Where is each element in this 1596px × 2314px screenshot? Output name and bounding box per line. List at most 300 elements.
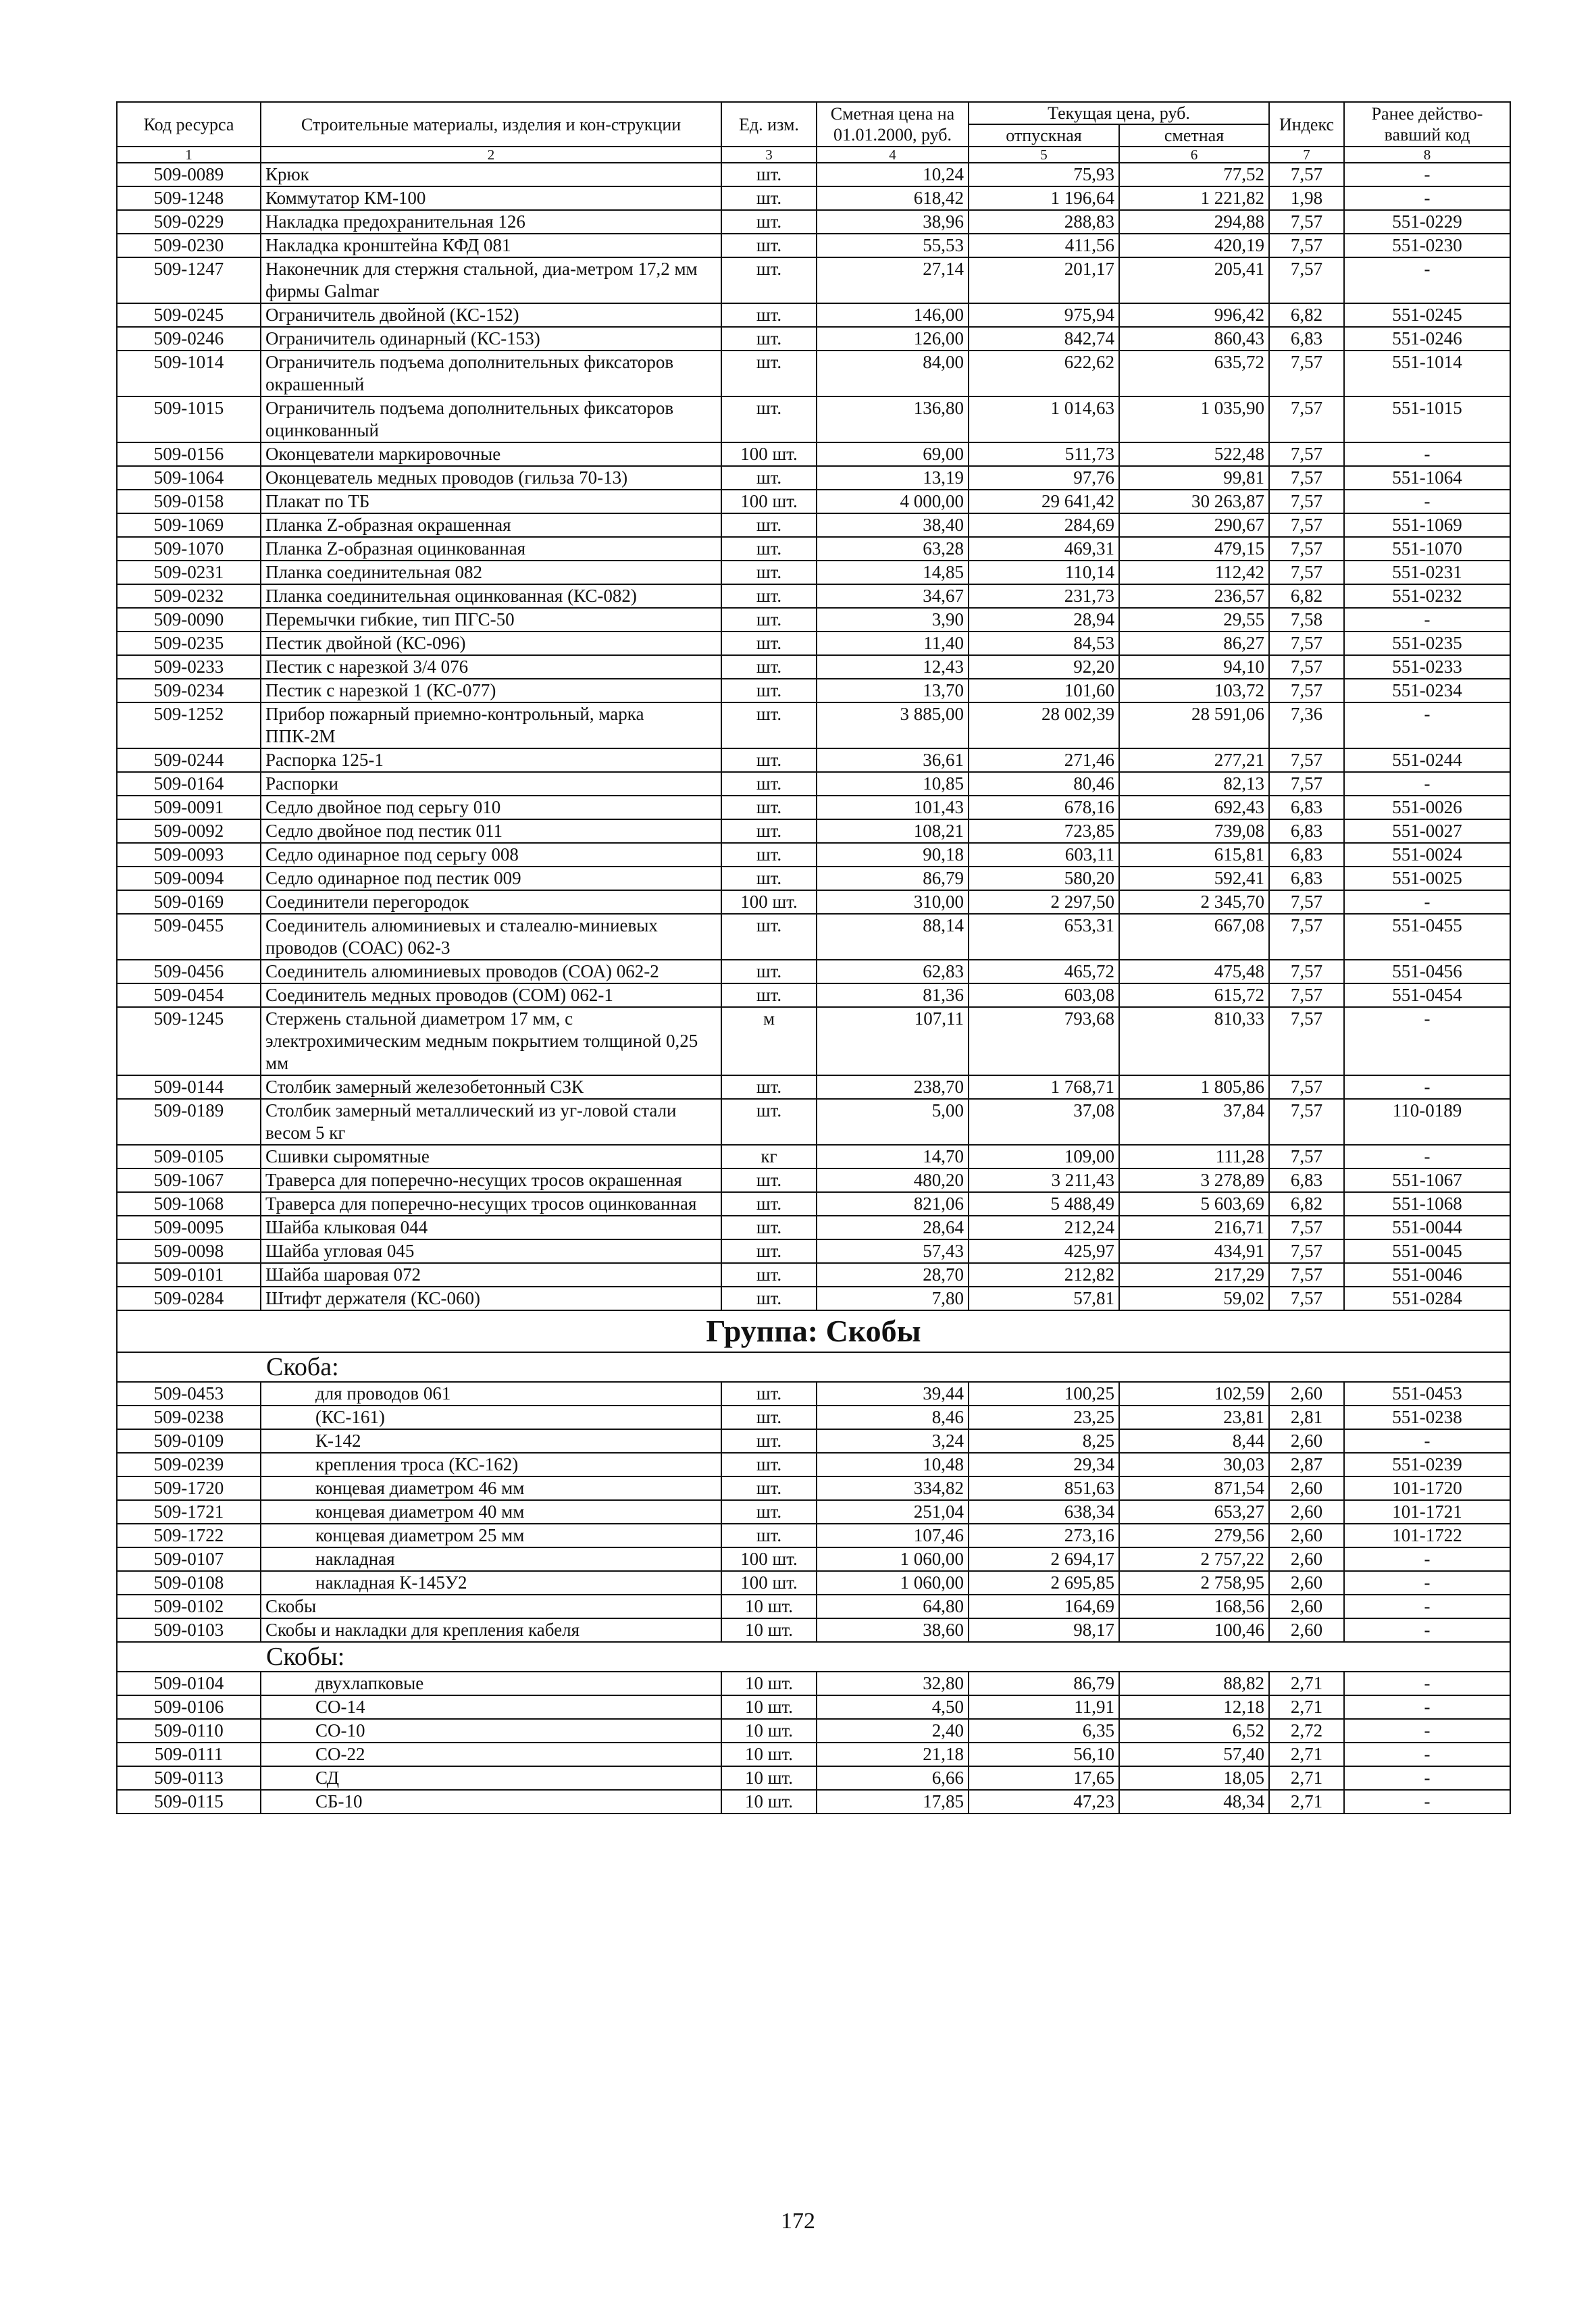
unit-cell: шт. xyxy=(721,513,817,537)
name-cell: Сшивки сыромятные xyxy=(261,1145,721,1168)
unit-cell: 100 шт. xyxy=(721,1547,817,1571)
base-price-cell: 28,64 xyxy=(817,1216,969,1239)
name-cell: Крюк xyxy=(261,163,721,186)
name-cell: Коммутатор КМ-100 xyxy=(261,186,721,210)
unit-cell: шт. xyxy=(721,303,817,327)
base-price-cell: 4 000,00 xyxy=(817,490,969,513)
estimate-price-cell: 86,27 xyxy=(1119,632,1269,655)
wholesale-price-cell: 2 694,17 xyxy=(969,1547,1119,1571)
unit-cell: шт. xyxy=(721,234,817,257)
wholesale-price-cell: 37,08 xyxy=(969,1099,1119,1145)
table-row xyxy=(117,327,1510,351)
code-cell: 509-0189 xyxy=(117,1099,261,1145)
prev-code-cell: 551-0453 xyxy=(1344,1382,1510,1406)
prev-code-cell: 551-0045 xyxy=(1344,1239,1510,1263)
estimate-price-cell: 290,67 xyxy=(1119,513,1269,537)
index-cell: 2,72 xyxy=(1269,1719,1344,1743)
unit-cell: шт. xyxy=(721,1287,817,1310)
table-row xyxy=(117,1695,1510,1719)
table-row xyxy=(117,513,1510,537)
wholesale-price-cell: 11,91 xyxy=(969,1695,1119,1719)
unit-cell: шт. xyxy=(721,1263,817,1287)
code-cell: 509-0456 xyxy=(117,960,261,983)
column-number: 5 xyxy=(969,147,1119,163)
code-cell: 509-1720 xyxy=(117,1476,261,1500)
price-sheet xyxy=(116,101,1510,1814)
estimate-price-cell: 279,56 xyxy=(1119,1524,1269,1547)
base-price-cell: 38,60 xyxy=(817,1618,969,1642)
code-cell: 509-1069 xyxy=(117,513,261,537)
table-row xyxy=(117,584,1510,608)
estimate-price-cell: 615,81 xyxy=(1119,843,1269,867)
prev-code-cell: - xyxy=(1344,442,1510,466)
table-row xyxy=(117,1075,1510,1099)
prev-code-cell: 551-0238 xyxy=(1344,1406,1510,1429)
wholesale-price-cell: 5 488,49 xyxy=(969,1192,1119,1216)
wholesale-price-cell: 110,14 xyxy=(969,561,1119,584)
wholesale-price-cell: 101,60 xyxy=(969,679,1119,702)
table-row xyxy=(117,772,1510,796)
prev-code-cell: - xyxy=(1344,1547,1510,1571)
index-cell: 2,60 xyxy=(1269,1571,1344,1595)
name-cell: Распорка 125-1 xyxy=(261,748,721,772)
wholesale-price-cell: 793,68 xyxy=(969,1007,1119,1075)
estimate-price-cell: 2 345,70 xyxy=(1119,890,1269,914)
wholesale-price-cell: 92,20 xyxy=(969,655,1119,679)
code-cell: 509-0232 xyxy=(117,584,261,608)
wholesale-price-cell: 23,25 xyxy=(969,1406,1119,1429)
column-number: 4 xyxy=(817,147,969,163)
name-cell: Скобы xyxy=(261,1595,721,1618)
code-cell: 509-0238 xyxy=(117,1406,261,1429)
wholesale-price-cell: 84,53 xyxy=(969,632,1119,655)
estimate-price-cell: 82,13 xyxy=(1119,772,1269,796)
unit-cell: шт. xyxy=(721,584,817,608)
base-price-cell: 107,11 xyxy=(817,1007,969,1075)
unit-cell: шт. xyxy=(721,1192,817,1216)
index-cell: 7,57 xyxy=(1269,234,1344,257)
name-cell: Оконцеватели маркировочные xyxy=(261,442,721,466)
wholesale-price-cell: 465,72 xyxy=(969,960,1119,983)
code-cell: 509-1248 xyxy=(117,186,261,210)
wholesale-price-cell: 212,82 xyxy=(969,1263,1119,1287)
name-cell: Перемычки гибкие, тип ПГС-50 xyxy=(261,608,721,632)
code-cell: 509-0245 xyxy=(117,303,261,327)
unit-cell: 100 шт. xyxy=(721,490,817,513)
base-price-cell: 14,70 xyxy=(817,1145,969,1168)
index-cell: 6,83 xyxy=(1269,796,1344,819)
estimate-price-cell: 217,29 xyxy=(1119,1263,1269,1287)
unit-cell: шт. xyxy=(721,163,817,186)
unit-cell: шт. xyxy=(721,748,817,772)
table-row xyxy=(117,303,1510,327)
prev-code-cell: - xyxy=(1344,890,1510,914)
wholesale-price-cell: 201,17 xyxy=(969,257,1119,303)
code-cell: 509-0109 xyxy=(117,1429,261,1453)
code-cell: 509-0095 xyxy=(117,1216,261,1239)
wholesale-price-cell: 3 211,43 xyxy=(969,1168,1119,1192)
table-row xyxy=(117,1192,1510,1216)
name-cell: СБ-10 xyxy=(261,1790,721,1814)
prev-code-cell: 551-0027 xyxy=(1344,819,1510,843)
wholesale-price-cell: 678,16 xyxy=(969,796,1119,819)
base-price-cell: 28,70 xyxy=(817,1263,969,1287)
table-row xyxy=(117,1547,1510,1571)
estimate-price-cell: 102,59 xyxy=(1119,1382,1269,1406)
unit-cell: шт. xyxy=(721,702,817,748)
index-cell: 7,57 xyxy=(1269,351,1344,396)
prev-code-cell: - xyxy=(1344,1790,1510,1814)
index-cell: 7,57 xyxy=(1269,1239,1344,1263)
table-row xyxy=(117,1790,1510,1814)
name-cell: концевая диаметром 46 мм xyxy=(261,1476,721,1500)
estimate-price-cell: 871,54 xyxy=(1119,1476,1269,1500)
prev-code-cell: - xyxy=(1344,608,1510,632)
prev-code-cell: 551-1069 xyxy=(1344,513,1510,537)
code-cell: 509-1068 xyxy=(117,1192,261,1216)
code-cell: 509-0113 xyxy=(117,1766,261,1790)
index-cell: 2,81 xyxy=(1269,1406,1344,1429)
unit-cell: шт. xyxy=(721,1406,817,1429)
name-cell: Распорки xyxy=(261,772,721,796)
index-cell: 7,57 xyxy=(1269,561,1344,584)
base-price-cell: 27,14 xyxy=(817,257,969,303)
code-cell: 509-0284 xyxy=(117,1287,261,1310)
base-price-cell: 88,14 xyxy=(817,914,969,960)
name-cell: Столбик замерный металлический из уг-ловой стали весом 5 кг xyxy=(261,1099,721,1145)
name-cell: Соединители перегородок xyxy=(261,890,721,914)
table-row xyxy=(117,1007,1510,1075)
unit-cell: шт. xyxy=(721,632,817,655)
base-price-cell: 55,53 xyxy=(817,234,969,257)
base-price-cell: 8,46 xyxy=(817,1406,969,1429)
prev-code-cell: 551-0244 xyxy=(1344,748,1510,772)
prev-code-cell: 551-0232 xyxy=(1344,584,1510,608)
base-price-cell: 6,66 xyxy=(817,1766,969,1790)
base-price-cell: 13,70 xyxy=(817,679,969,702)
subgroup-title: Скобы: xyxy=(117,1642,1510,1672)
index-cell: 6,82 xyxy=(1269,1192,1344,1216)
index-cell: 7,57 xyxy=(1269,632,1344,655)
wholesale-price-cell: 425,97 xyxy=(969,1239,1119,1263)
name-cell: Стержень стальной диаметром 17 мм, с электрохимическим медным покрытием толщиной 0,25 мм xyxy=(261,1007,721,1075)
header-current-price: Текущая цена, руб. xyxy=(969,102,1269,124)
wholesale-price-cell: 28,94 xyxy=(969,608,1119,632)
name-cell: Траверса для поперечно-несущих тросов окрашенная xyxy=(261,1168,721,1192)
wholesale-price-cell: 231,73 xyxy=(969,584,1119,608)
prev-code-cell: 551-1015 xyxy=(1344,396,1510,442)
index-cell: 7,57 xyxy=(1269,257,1344,303)
index-cell: 7,36 xyxy=(1269,702,1344,748)
estimate-price-cell: 420,19 xyxy=(1119,234,1269,257)
code-cell: 509-0158 xyxy=(117,490,261,513)
name-cell: Шайба угловая 045 xyxy=(261,1239,721,1263)
estimate-price-cell: 277,21 xyxy=(1119,748,1269,772)
base-price-cell: 84,00 xyxy=(817,351,969,396)
code-cell: 509-0233 xyxy=(117,655,261,679)
base-price-cell: 69,00 xyxy=(817,442,969,466)
code-cell: 509-0094 xyxy=(117,867,261,890)
prev-code-cell: 551-0455 xyxy=(1344,914,1510,960)
base-price-cell: 310,00 xyxy=(817,890,969,914)
index-cell: 7,57 xyxy=(1269,1145,1344,1168)
name-cell: Скобы и накладки для крепления кабеля xyxy=(261,1618,721,1642)
code-cell: 509-0092 xyxy=(117,819,261,843)
base-price-cell: 108,21 xyxy=(817,819,969,843)
name-cell: Пестик двойной (КС-096) xyxy=(261,632,721,655)
code-cell: 509-0454 xyxy=(117,983,261,1007)
unit-cell: шт. xyxy=(721,843,817,867)
wholesale-price-cell: 212,24 xyxy=(969,1216,1119,1239)
name-cell: Ограничитель подъема дополнительных фиксаторов оцинкованный xyxy=(261,396,721,442)
code-cell: 509-0231 xyxy=(117,561,261,584)
wholesale-price-cell: 469,31 xyxy=(969,537,1119,561)
base-price-cell: 57,43 xyxy=(817,1239,969,1263)
index-cell: 7,57 xyxy=(1269,537,1344,561)
name-cell: Штифт держателя (КС-060) xyxy=(261,1287,721,1310)
index-cell: 6,82 xyxy=(1269,584,1344,608)
code-cell: 509-1015 xyxy=(117,396,261,442)
code-cell: 509-0455 xyxy=(117,914,261,960)
header-unit: Ед. изм. xyxy=(721,102,817,147)
index-cell: 7,57 xyxy=(1269,960,1344,983)
unit-cell: шт. xyxy=(721,1168,817,1192)
base-price-cell: 480,20 xyxy=(817,1168,969,1192)
name-cell: Наконечник для стержня стальной, диа-метром 17,2 мм фирмы Galmar xyxy=(261,257,721,303)
name-cell: Седло одинарное под пестик 009 xyxy=(261,867,721,890)
header-row xyxy=(117,102,1510,124)
wholesale-price-cell: 56,10 xyxy=(969,1743,1119,1766)
prev-code-cell: 551-1067 xyxy=(1344,1168,1510,1192)
base-price-cell: 38,96 xyxy=(817,210,969,234)
unit-cell: шт. xyxy=(721,960,817,983)
name-cell: Накладка предохранительная 126 xyxy=(261,210,721,234)
name-cell: Траверса для поперечно-несущих тросов оцинкованная xyxy=(261,1192,721,1216)
code-cell: 509-0246 xyxy=(117,327,261,351)
code-cell: 509-0104 xyxy=(117,1672,261,1695)
index-cell: 2,71 xyxy=(1269,1695,1344,1719)
code-cell: 509-0093 xyxy=(117,843,261,867)
index-cell: 2,60 xyxy=(1269,1547,1344,1571)
wholesale-price-cell: 622,62 xyxy=(969,351,1119,396)
prev-code-cell: - xyxy=(1344,1766,1510,1790)
column-number: 6 xyxy=(1119,147,1269,163)
unit-cell: шт. xyxy=(721,396,817,442)
name-cell: СО-10 xyxy=(261,1719,721,1743)
wholesale-price-cell: 975,94 xyxy=(969,303,1119,327)
header-base-price: Сметная цена на 01.01.2000, руб. xyxy=(817,102,969,147)
estimate-price-cell: 168,56 xyxy=(1119,1595,1269,1618)
name-cell: СО-14 xyxy=(261,1695,721,1719)
estimate-price-cell: 236,57 xyxy=(1119,584,1269,608)
base-price-cell: 10,85 xyxy=(817,772,969,796)
wholesale-price-cell: 57,81 xyxy=(969,1287,1119,1310)
prev-code-cell: 551-1068 xyxy=(1344,1192,1510,1216)
index-cell: 7,57 xyxy=(1269,983,1344,1007)
base-price-cell: 3 885,00 xyxy=(817,702,969,748)
index-cell: 6,83 xyxy=(1269,843,1344,867)
name-cell: для проводов 061 xyxy=(261,1382,721,1406)
wholesale-price-cell: 511,73 xyxy=(969,442,1119,466)
table-row xyxy=(117,1595,1510,1618)
estimate-price-cell: 59,02 xyxy=(1119,1287,1269,1310)
wholesale-price-cell: 273,16 xyxy=(969,1524,1119,1547)
unit-cell: шт. xyxy=(721,1476,817,1500)
unit-cell: 10 шт. xyxy=(721,1595,817,1618)
header-estimate: сметная xyxy=(1119,124,1269,147)
estimate-price-cell: 479,15 xyxy=(1119,537,1269,561)
name-cell: Столбик замерный железобетонный СЗК xyxy=(261,1075,721,1099)
code-cell: 509-0110 xyxy=(117,1719,261,1743)
name-cell: Седло двойное под пестик 011 xyxy=(261,819,721,843)
base-price-cell: 39,44 xyxy=(817,1382,969,1406)
unit-cell: шт. xyxy=(721,796,817,819)
index-cell: 2,60 xyxy=(1269,1476,1344,1500)
unit-cell: шт. xyxy=(721,351,817,396)
table-row xyxy=(117,632,1510,655)
unit-cell: шт. xyxy=(721,1099,817,1145)
unit-cell: 100 шт. xyxy=(721,890,817,914)
estimate-price-cell: 592,41 xyxy=(1119,867,1269,890)
group-row xyxy=(117,1310,1510,1352)
subgroup-title: Скоба: xyxy=(117,1352,1510,1382)
index-cell: 6,82 xyxy=(1269,303,1344,327)
code-cell: 509-0098 xyxy=(117,1239,261,1263)
prev-code-cell: 101-1720 xyxy=(1344,1476,1510,1500)
unit-cell: м xyxy=(721,1007,817,1075)
prev-code-cell: 551-0229 xyxy=(1344,210,1510,234)
unit-cell: шт. xyxy=(721,561,817,584)
estimate-price-cell: 57,40 xyxy=(1119,1743,1269,1766)
estimate-price-cell: 28 591,06 xyxy=(1119,702,1269,748)
table-row xyxy=(117,960,1510,983)
index-cell: 2,60 xyxy=(1269,1500,1344,1524)
index-cell: 2,71 xyxy=(1269,1743,1344,1766)
unit-cell: шт. xyxy=(721,819,817,843)
name-cell: Ограничитель подъема дополнительных фиксаторов окрашенный xyxy=(261,351,721,396)
code-cell: 509-0229 xyxy=(117,210,261,234)
table-row xyxy=(117,748,1510,772)
code-cell: 509-0107 xyxy=(117,1547,261,1571)
estimate-price-cell: 77,52 xyxy=(1119,163,1269,186)
unit-cell: шт. xyxy=(721,983,817,1007)
wholesale-price-cell: 164,69 xyxy=(969,1595,1119,1618)
table-row xyxy=(117,867,1510,890)
prev-code-cell: - xyxy=(1344,1618,1510,1642)
prev-code-cell: - xyxy=(1344,1743,1510,1766)
base-price-cell: 7,80 xyxy=(817,1287,969,1310)
estimate-price-cell: 29,55 xyxy=(1119,608,1269,632)
index-cell: 7,57 xyxy=(1269,210,1344,234)
base-price-cell: 32,80 xyxy=(817,1672,969,1695)
table-row xyxy=(117,983,1510,1007)
name-cell: Прибор пожарный приемно-контрольный, марка ППК-2М xyxy=(261,702,721,748)
index-cell: 7,57 xyxy=(1269,163,1344,186)
estimate-price-cell: 3 278,89 xyxy=(1119,1168,1269,1192)
base-price-cell: 81,36 xyxy=(817,983,969,1007)
unit-cell: 10 шт. xyxy=(721,1618,817,1642)
base-price-cell: 2,40 xyxy=(817,1719,969,1743)
estimate-price-cell: 692,43 xyxy=(1119,796,1269,819)
header-name: Строительные материалы, изделия и кон-струкции xyxy=(261,102,721,147)
name-cell: Планка соединительная 082 xyxy=(261,561,721,584)
estimate-price-cell: 103,72 xyxy=(1119,679,1269,702)
table-row xyxy=(117,210,1510,234)
estimate-price-cell: 30,03 xyxy=(1119,1453,1269,1476)
unit-cell: шт. xyxy=(721,679,817,702)
unit-cell: шт. xyxy=(721,1453,817,1476)
code-cell: 509-0108 xyxy=(117,1571,261,1595)
base-price-cell: 1 060,00 xyxy=(817,1547,969,1571)
estimate-price-cell: 37,84 xyxy=(1119,1099,1269,1145)
estimate-price-cell: 2 758,95 xyxy=(1119,1571,1269,1595)
wholesale-price-cell: 638,34 xyxy=(969,1500,1119,1524)
code-cell: 509-0144 xyxy=(117,1075,261,1099)
name-cell: Седло двойное под серьгу 010 xyxy=(261,796,721,819)
table-row xyxy=(117,1500,1510,1524)
unit-cell: шт. xyxy=(721,1239,817,1263)
base-price-cell: 3,24 xyxy=(817,1429,969,1453)
index-cell: 2,71 xyxy=(1269,1672,1344,1695)
name-cell: Планка Z-образная окрашенная xyxy=(261,513,721,537)
prev-code-cell: 551-0230 xyxy=(1344,234,1510,257)
prev-code-cell: 551-1014 xyxy=(1344,351,1510,396)
table-row xyxy=(117,1263,1510,1287)
unit-cell: шт. xyxy=(721,327,817,351)
base-price-cell: 64,80 xyxy=(817,1595,969,1618)
table-row xyxy=(117,1168,1510,1192)
estimate-price-cell: 2 757,22 xyxy=(1119,1547,1269,1571)
table-row xyxy=(117,1524,1510,1547)
wholesale-price-cell: 29,34 xyxy=(969,1453,1119,1476)
table-row xyxy=(117,257,1510,303)
table-row xyxy=(117,1145,1510,1168)
code-cell: 509-1252 xyxy=(117,702,261,748)
index-cell: 7,57 xyxy=(1269,442,1344,466)
prev-code-cell: 101-1721 xyxy=(1344,1500,1510,1524)
index-cell: 7,57 xyxy=(1269,1099,1344,1145)
estimate-price-cell: 475,48 xyxy=(1119,960,1269,983)
estimate-price-cell: 860,43 xyxy=(1119,327,1269,351)
code-cell: 509-0235 xyxy=(117,632,261,655)
estimate-price-cell: 1 035,90 xyxy=(1119,396,1269,442)
index-cell: 7,57 xyxy=(1269,679,1344,702)
unit-cell: шт. xyxy=(721,772,817,796)
estimate-price-cell: 522,48 xyxy=(1119,442,1269,466)
name-cell: накладная xyxy=(261,1547,721,1571)
base-price-cell: 10,24 xyxy=(817,163,969,186)
base-price-cell: 126,00 xyxy=(817,327,969,351)
table-row xyxy=(117,1719,1510,1743)
prev-code-cell: 551-0233 xyxy=(1344,655,1510,679)
wholesale-price-cell: 271,46 xyxy=(969,748,1119,772)
unit-cell: шт. xyxy=(721,186,817,210)
base-price-cell: 90,18 xyxy=(817,843,969,867)
code-cell: 509-0106 xyxy=(117,1695,261,1719)
subgroup-row xyxy=(117,1352,1510,1382)
unit-cell: 10 шт. xyxy=(721,1743,817,1766)
index-cell: 2,87 xyxy=(1269,1453,1344,1476)
table-row xyxy=(117,1766,1510,1790)
wholesale-price-cell: 29 641,42 xyxy=(969,490,1119,513)
wholesale-price-cell: 603,11 xyxy=(969,843,1119,867)
base-price-cell: 618,42 xyxy=(817,186,969,210)
table-row xyxy=(117,163,1510,186)
base-price-cell: 5,00 xyxy=(817,1099,969,1145)
base-price-cell: 21,18 xyxy=(817,1743,969,1766)
group-section xyxy=(117,1310,1510,1382)
code-cell: 509-1070 xyxy=(117,537,261,561)
